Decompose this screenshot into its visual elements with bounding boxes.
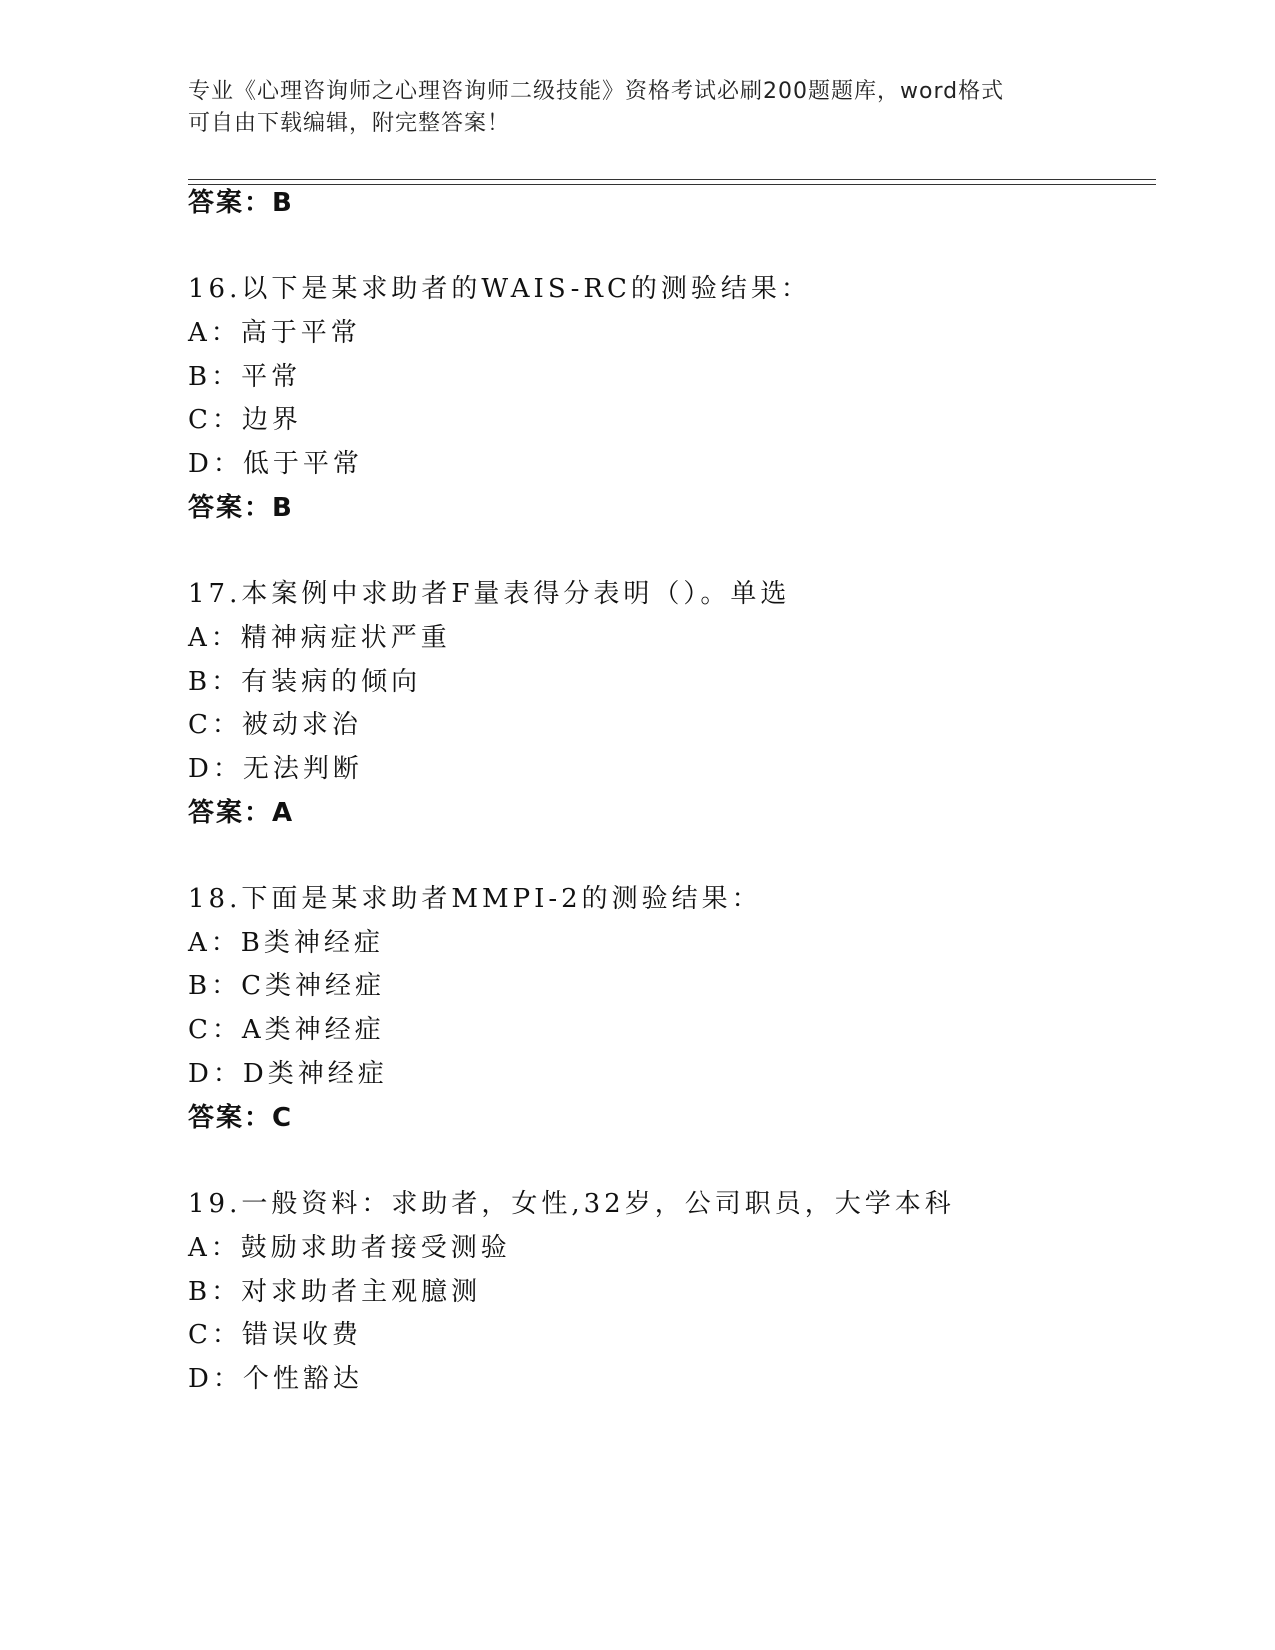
header-divider-top bbox=[188, 179, 1156, 180]
question-16-option-d: D：低于平常 bbox=[188, 449, 363, 479]
question-19-option-b: B：对求助者主观臆测 bbox=[188, 1277, 482, 1307]
question-19-option-a: A：鼓励求助者接受测验 bbox=[188, 1233, 511, 1263]
question-16-answer: 答案：B bbox=[188, 493, 294, 523]
question-16-option-a: A：高于平常 bbox=[188, 318, 361, 348]
question-18-stem: 18.下面是某求助者MMPI-2的测验结果： bbox=[188, 884, 762, 914]
header-line-1: 专业《心理咨询师之心理咨询师二级技能》资格考试必刷200题题库，word格式 bbox=[188, 79, 1005, 104]
question-19-option-d: D：个性豁达 bbox=[188, 1364, 363, 1394]
question-19-option-c: C：错误收费 bbox=[188, 1320, 362, 1350]
header-divider-bottom bbox=[188, 184, 1156, 185]
answer-line: 答案：B bbox=[188, 188, 294, 218]
question-17-option-a: A：精神病症状严重 bbox=[188, 623, 451, 653]
question-18-option-a: A：B类神经症 bbox=[188, 928, 384, 958]
question-17-stem: 17.本案例中求助者F量表得分表明（）。单选 bbox=[188, 579, 791, 609]
question-17-option-c: C：被动求治 bbox=[188, 710, 362, 740]
page-header bbox=[188, 76, 1078, 140]
question-18-option-c: C：A类神经症 bbox=[188, 1015, 385, 1045]
question-17-answer: 答案：A bbox=[188, 798, 295, 828]
question-18-option-d: D：D类神经症 bbox=[188, 1059, 388, 1089]
header-line-2: 可自由下载编辑，附完整答案！ bbox=[188, 111, 511, 136]
question-16-option-b: B：平常 bbox=[188, 362, 302, 392]
question-17-option-b: B：有装病的倾向 bbox=[188, 667, 422, 697]
question-18-option-b: B：C类神经症 bbox=[188, 971, 386, 1001]
question-16-stem: 16.以下是某求助者的WAIS-RC的测验结果： bbox=[188, 274, 811, 304]
question-19-stem: 19.一般资料：求助者，女性,32岁，公司职员，大学本科 bbox=[188, 1189, 955, 1219]
question-17-option-d: D：无法判断 bbox=[188, 754, 363, 784]
question-16-option-c: C：边界 bbox=[188, 405, 302, 435]
question-18-answer: 答案：C bbox=[188, 1103, 294, 1133]
